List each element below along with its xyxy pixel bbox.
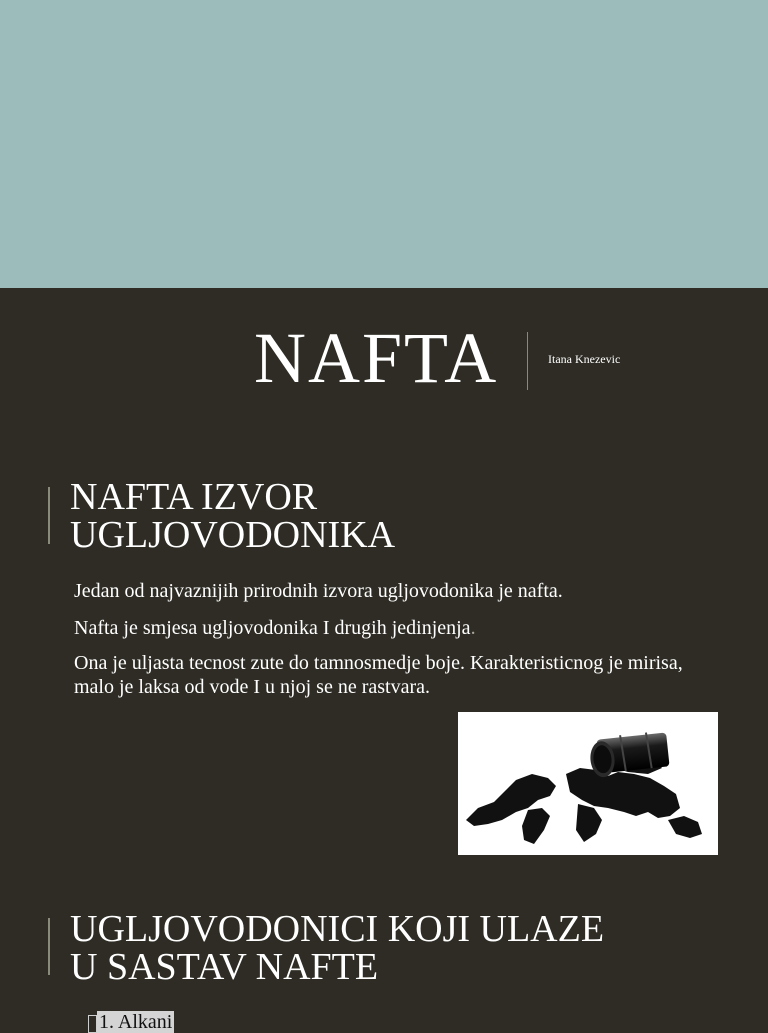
list-item-alkani (88, 1011, 174, 1033)
bullet-marker-icon (88, 1015, 97, 1033)
oil-barrel-world-map-image (458, 712, 718, 855)
slide-1-paragraph-3: Ona je uljasta tecnost zute do tamnosmedje boje. Karakteristicnog je mirisa, malo je laksa od vode I u njoj se ne rastvara. (74, 652, 683, 698)
slide-1-paragraph-2-period: . (470, 617, 476, 639)
presentation-title: NAFTA (254, 318, 499, 398)
slide-1-heading-line-1: NAFTA IZVOR (70, 476, 318, 518)
oil-barrel-world-map-illustration (458, 712, 718, 855)
slide-2-heading-line-2: U SASTAV NAFTE (70, 946, 379, 988)
slide-1-paragraph-2-text: Nafta je smjesa ugljovodonika I drugih jedinjenja (74, 617, 471, 639)
section-divider-1 (48, 487, 50, 544)
slide-1-paragraph-1: Jedan od najvaznijih prirodnih izvora ugljovodonika je nafta. (74, 580, 563, 602)
slide-2-heading-line-1: UGLJOVODONICI KOJI ULAZE (70, 908, 605, 950)
title-slide-top-band (0, 0, 768, 288)
list-item-alkani-text: 1. Alkani (99, 1011, 173, 1033)
section-divider-2 (48, 918, 50, 975)
slide-1-heading (70, 478, 395, 554)
slide-1-heading-line-2: UGLJOVODONIKA (70, 514, 396, 556)
slide-2-heading (70, 910, 604, 986)
title-divider (527, 332, 528, 390)
author-name: Itana Knezevic (548, 352, 621, 366)
slide-1-paragraph-2 (74, 616, 694, 640)
